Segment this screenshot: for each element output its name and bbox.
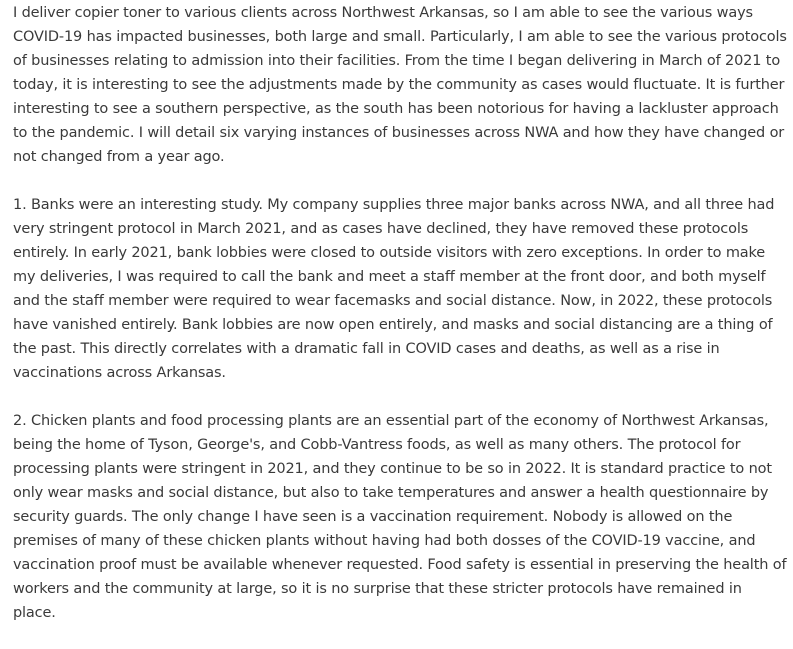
paragraph-intro: I deliver copier toner to various clients across Northwest Arkansas, so I am able to see the various ways COVID-19 has impacted businesses, both large and small. Particularly, I am able to see the various protocols of businesses relating to admission into their facilities. From the time I began delivering in March of 2021 to today, it is interesting to see the adjustments made by the community as cases would fluctuate. It is further interesting to see a southern perspective, as the south has been notorious for having a lackluster approach to the pandemic. I will detail six varying instances of businesses across NWA and how they have changed or not changed from a year ago. (13, 5, 787, 165)
paragraph-chicken-plants: 2. Chicken plants and food processing plants are an essential part of the economy of Northwest Arkansas, being the home of Tyson, George's, and Cobb-Vantress foods, as well as many others. The protocol for processing plants were stringent in 2021, and they continue to be so in 2022. It is standard practice to not only wear masks and social distance, but also to take temperatures and answer a health questionnaire by security guards. The only change I have seen is a vaccination requirement. Nobody is allowed on the premises of many of these chicken plants without having had both dosses of the COVID-19 vaccine, and vaccination proof must be available whenever requested. Food safety is essential in preserving the health of workers and the community at large, so it is no surprise that these stricter protocols have remained in place. (13, 413, 787, 621)
post-body (13, 1, 788, 649)
paragraph-banks: 1. Banks were an interesting study. My company supplies three major banks across NWA, and all three had very stringent protocol in March 2021, and as cases have declined, they have removed these protocols entirely. In early 2021, bank lobbies were closed to outside visitors with zero exceptions. In order to make my deliveries, I was required to call the bank and meet a staff member at the front door, and both myself and the staff member were required to wear facemasks and social distance. Now, in 2022, these protocols have vanished entirely. Bank lobbies are now open entirely, and masks and social distancing are a thing of the past. This directly correlates with a dramatic fall in COVID cases and deaths, as well as a rise in vaccinations across Arkansas. (13, 197, 775, 381)
